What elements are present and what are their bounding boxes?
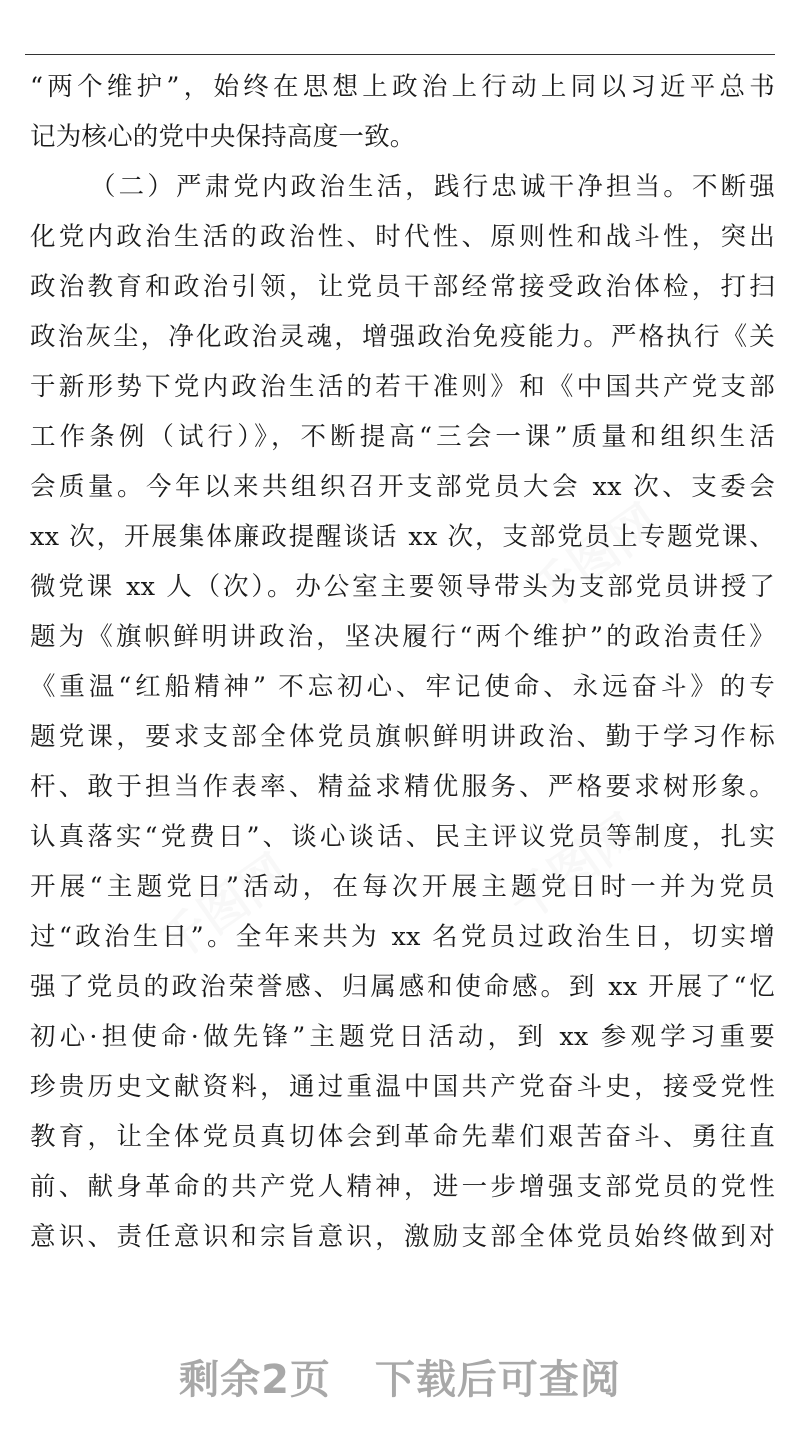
text-line: 记为核心的党中央保持高度一致。 bbox=[30, 122, 416, 152]
text-line: 政治教育和政治引领，让党员干部经常接受政治体检，打扫 bbox=[30, 272, 775, 302]
text-line: xx 次，开展集体廉政提醒谈话 xx 次，支部党员上专题党课、 bbox=[30, 522, 775, 552]
text-line: 会质量。今年以来共组织召开支部党员大会 xx 次、支委会 bbox=[30, 472, 775, 502]
text-line: 化党内政治生活的政治性、时代性、原则性和战斗性，突出 bbox=[30, 222, 775, 252]
text-line: 珍贵历史文献资料，通过重温中国共产党奋斗史，接受党性 bbox=[30, 1072, 775, 1102]
watermark: 千图网 bbox=[519, 493, 670, 623]
text-line: “两个维护”，始终在思想上政治上行动上同以习近平总书 bbox=[30, 72, 775, 102]
text-line: 过“政治生日”。全年来共为 xx 名党员过政治生日，切实增 bbox=[30, 922, 775, 952]
text-line: 前、献身革命的共产党人精神，进一步增强支部党员的党性 bbox=[30, 1172, 775, 1202]
text-line: 工作条例（试行）》，不断提高“三会一课”质量和组织生活 bbox=[30, 422, 775, 452]
text-line: 强了党员的政治荣誉感、归属感和使命感。到 xx 开展了“忆 bbox=[30, 972, 775, 1002]
text-line: 杆、敢于担当作表率、精益求精优服务、严格要求树形象。 bbox=[30, 772, 775, 802]
watermark: 千图网 bbox=[149, 843, 300, 973]
download-banner[interactable] bbox=[0, 1345, 800, 1415]
remaining-pages-label[interactable]: 剩余2页 bbox=[179, 1357, 331, 1403]
text-line: 开展“主题党日”活动，在每次开展主题党日时一并为党员 bbox=[30, 872, 775, 902]
text-line: 《重温“红船精神” 不忘初心、牢记使命、永远奋斗》的专 bbox=[30, 672, 775, 702]
header-rule bbox=[25, 54, 775, 55]
text-line: 题为《旗帜鲜明讲政治，坚决履行“两个维护”的政治责任》 bbox=[30, 622, 775, 652]
text-line: 认真落实“党费日”、谈心谈话、民主评议党员等制度，扎实 bbox=[30, 822, 775, 852]
text-line: 微党课 xx 人（次）。办公室主要领导带头为支部党员讲授了 bbox=[30, 572, 775, 602]
text-line: 初心·担使命·做先锋”主题党日活动，到 xx 参观学习重要 bbox=[30, 1022, 775, 1052]
text-line: 意识、责任意识和宗旨意识，激励支部全体党员始终做到对 bbox=[30, 1222, 775, 1252]
download-prompt-label[interactable]: 下载后可查阅 bbox=[374, 1357, 621, 1403]
section-heading-line: （二）严肃党内政治生活，践行忠诚干净担当。不断强 bbox=[90, 172, 775, 202]
document-body bbox=[30, 62, 775, 1262]
text-line: 教育，让全体党员真切体会到革命先辈们艰苦奋斗、勇往直 bbox=[30, 1122, 775, 1152]
text-line: 题党课，要求支部全体党员旗帜鲜明讲政治、勤于学习作标 bbox=[30, 722, 775, 752]
text-line: 政治灰尘，净化政治灵魂，增强政治免疫能力。严格执行《关 bbox=[30, 322, 775, 352]
text-line: 于新形势下党内政治生活的若干准则》和《中国共产党支部 bbox=[30, 372, 775, 402]
watermark: 千图网 bbox=[499, 803, 650, 933]
